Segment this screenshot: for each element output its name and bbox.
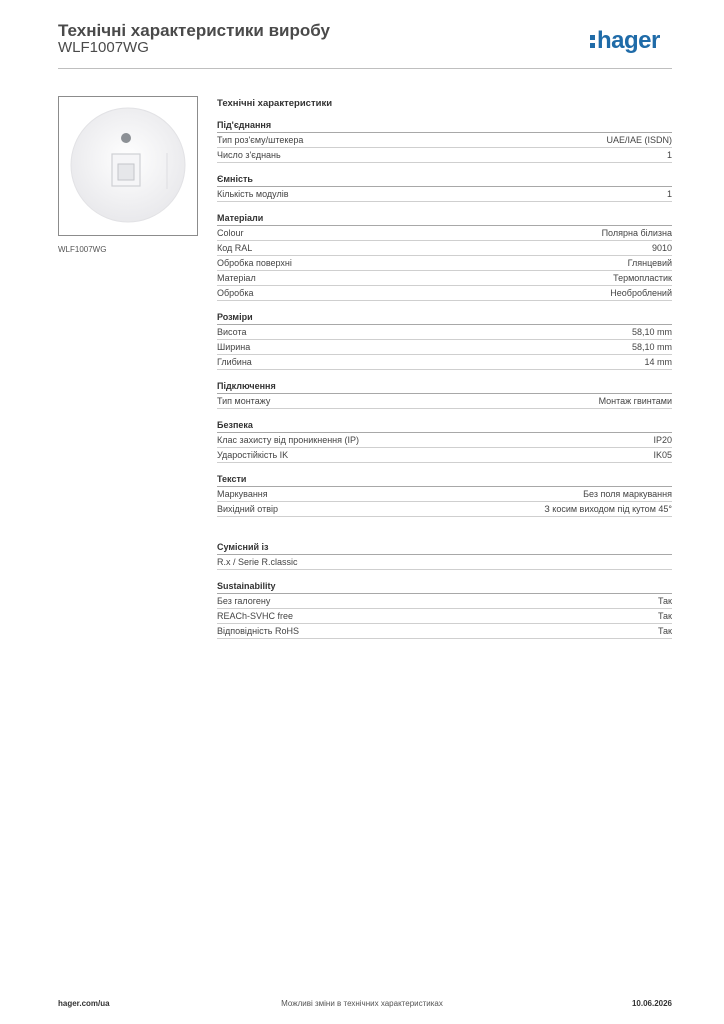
spec-row [217, 286, 672, 301]
product-image [58, 96, 198, 236]
hager-logo [590, 27, 660, 55]
spec-row [217, 271, 672, 286]
spec-label: Кількість модулів [217, 189, 289, 199]
section-heading: Розміри [217, 310, 672, 325]
section-heading: Sustainability [217, 579, 672, 594]
spec-section [217, 418, 672, 463]
footer-date: 10.06.2026 [631, 999, 672, 1008]
section-heading: Безпека [217, 418, 672, 433]
specs-title: Технічні характеристики [217, 98, 333, 109]
spec-value: Так [657, 626, 672, 636]
section-heading: Підключення [217, 379, 672, 394]
section-heading: Тексти [217, 472, 672, 487]
footer-website: hager.com/ua [58, 999, 110, 1008]
spec-row [217, 226, 672, 241]
spec-row [217, 325, 672, 340]
spec-label: Colour [217, 228, 244, 238]
spec-section [217, 172, 672, 202]
logo-dots-icon [590, 32, 595, 50]
spec-row [217, 609, 672, 624]
spec-row [217, 433, 672, 448]
spec-row [217, 241, 672, 256]
specs-table [217, 96, 672, 648]
spec-value: IP20 [653, 435, 672, 445]
spec-value: Так [657, 596, 672, 606]
spec-label: Маркування [217, 489, 268, 499]
spec-row [217, 594, 672, 609]
spec-label: Обробка поверхні [217, 258, 292, 268]
spec-row [217, 624, 672, 639]
spec-label: Без галогену [217, 596, 271, 606]
section-heading: Сумісний із [217, 540, 672, 555]
spec-section [217, 579, 672, 639]
spec-section [217, 472, 672, 517]
spec-label: Висота [217, 327, 247, 337]
spec-value: Монтаж гвинтами [598, 396, 672, 406]
spec-value: Без поля маркування [583, 489, 672, 499]
spec-label: Клас захисту від проникнення (IP) [217, 435, 360, 445]
spec-value: IK05 [653, 450, 672, 460]
spec-label: Матеріал [217, 273, 256, 283]
product-code: WLF1007WG [58, 39, 149, 56]
spec-value: 9010 [651, 243, 672, 253]
spec-label: Тип роз'єму/штекера [217, 135, 304, 145]
spec-value: 1 [666, 189, 672, 199]
spec-value: Глянцевий [627, 258, 672, 268]
spec-label: Тип монтажу [217, 396, 271, 406]
spec-label: R.x / Serie R.classic [217, 557, 298, 567]
spec-row [217, 187, 672, 202]
section-heading: Під'єднання [217, 118, 672, 133]
spec-section [217, 211, 672, 301]
spec-row [217, 340, 672, 355]
spec-label: Відповідність RoHS [217, 626, 299, 636]
spec-row [217, 148, 672, 163]
spec-sections [217, 118, 672, 517]
spec-label: Ширина [217, 342, 251, 352]
spec-label: Обробка [217, 288, 254, 298]
spec-row [217, 256, 672, 271]
spec-row [217, 355, 672, 370]
spec-label: Вихідний отвір [217, 504, 279, 514]
spec-label: Число з'єднань [217, 150, 281, 160]
spec-row [217, 502, 672, 517]
spec-section [217, 540, 672, 570]
spec-row [217, 555, 672, 570]
section-heading: Матеріали [217, 211, 672, 226]
spec-value: Полярна білизна [601, 228, 672, 238]
header-divider [58, 68, 672, 69]
spec-value: UAE/IAE (ISDN) [606, 135, 672, 145]
footer-disclaimer: Можливі зміни в технічних характеристиках [281, 999, 443, 1008]
spec-sections-extra [217, 540, 672, 639]
spec-value: Термопластик [613, 273, 672, 283]
spec-value: З косим виходом під кутом 45° [544, 504, 672, 514]
logo-text: hager [597, 27, 660, 54]
section-heading: Ємність [217, 172, 672, 187]
spec-section [217, 310, 672, 370]
spec-value: Так [657, 611, 672, 621]
spec-row [217, 133, 672, 148]
spec-value: 14 mm [644, 357, 672, 367]
spec-row [217, 448, 672, 463]
spec-label: REACh-SVHC free [217, 611, 294, 621]
spec-section [217, 379, 672, 409]
socket-cover-icon [59, 97, 197, 235]
spec-label: Код RAL [217, 243, 253, 253]
page-title: Технічні характеристики виробу [58, 21, 330, 40]
spec-value: Необроблений [610, 288, 672, 298]
spec-row [217, 487, 672, 502]
spec-value: 58,10 mm [631, 327, 672, 337]
section-gap [217, 526, 672, 540]
spec-value: 58,10 mm [631, 342, 672, 352]
image-caption: WLF1007WG [58, 245, 107, 254]
spec-value: 1 [666, 150, 672, 160]
spec-label: Глибина [217, 357, 252, 367]
spec-label: Ударостійкість IK [217, 450, 289, 460]
spec-section [217, 118, 672, 163]
spec-row [217, 394, 672, 409]
